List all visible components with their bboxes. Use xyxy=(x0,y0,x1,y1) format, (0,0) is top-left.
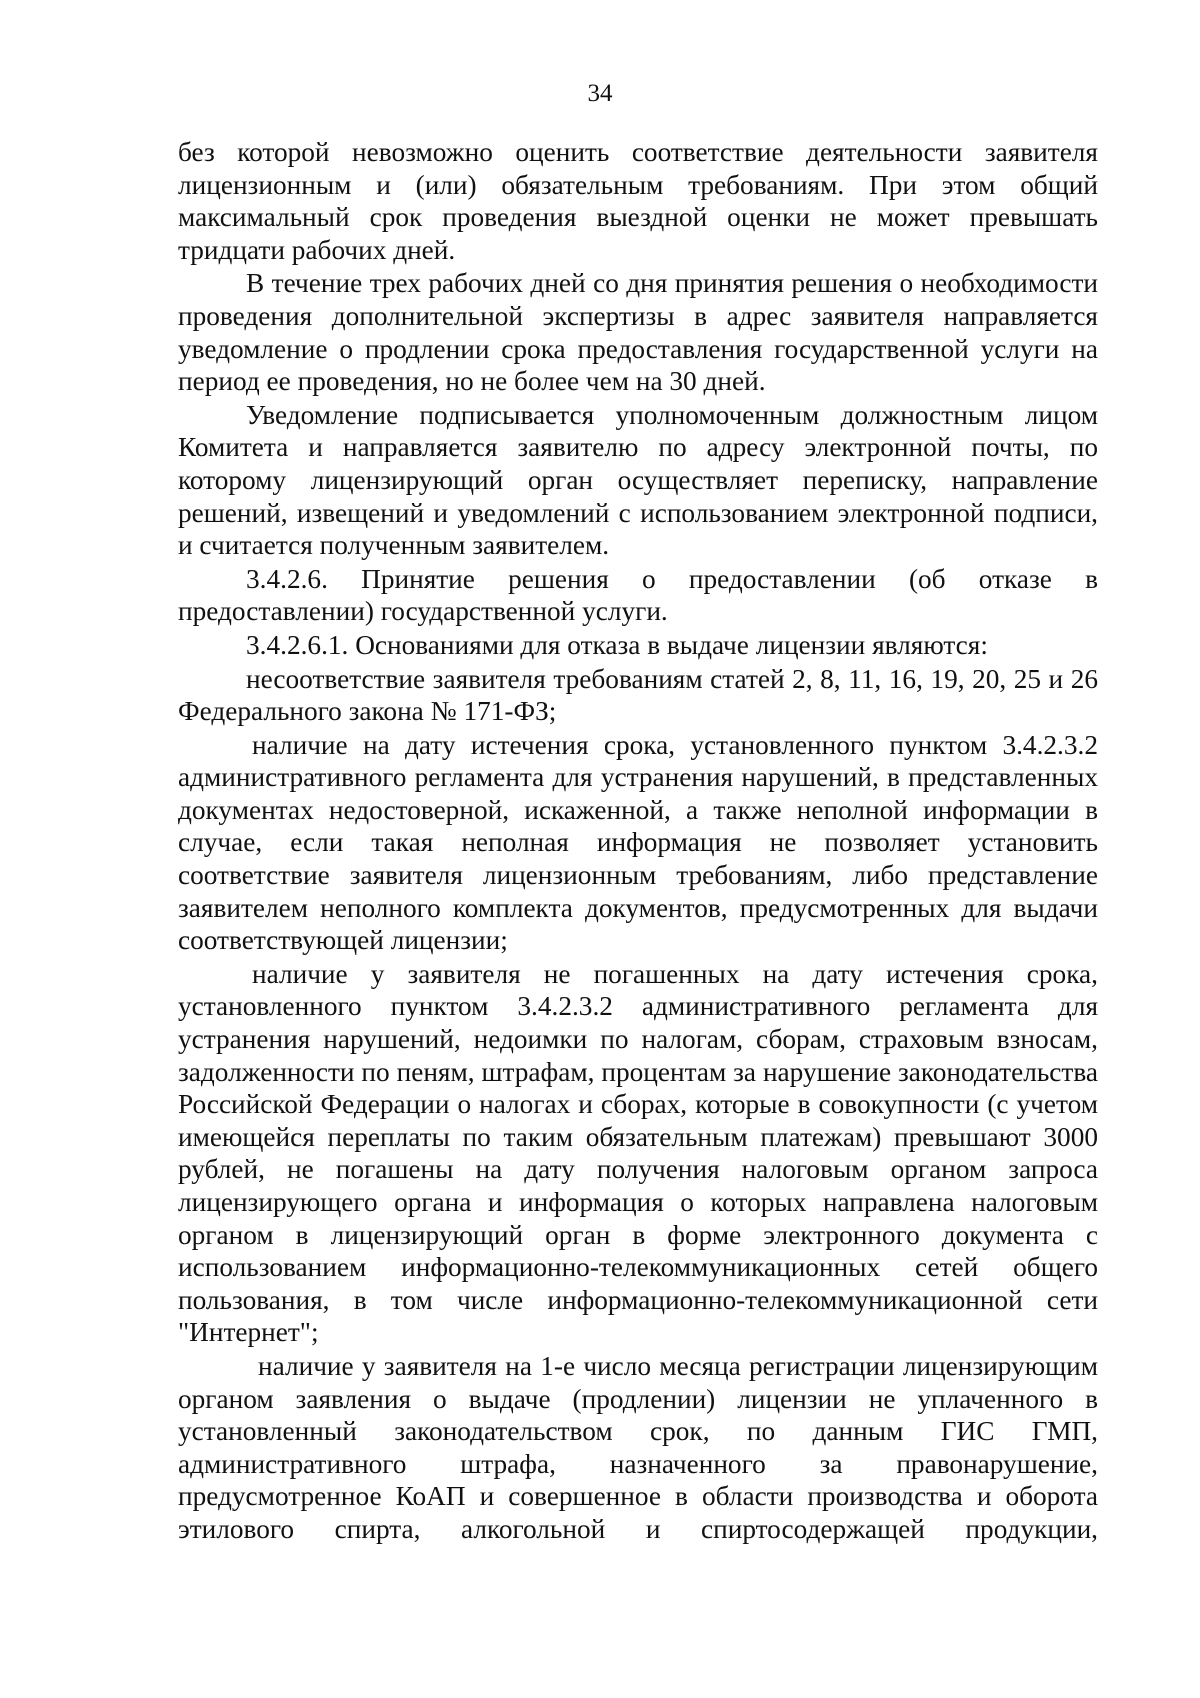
paragraph-notice-period: В течение трех рабочих дней со дня принятия решения о необходимости проведения дополнительной экспертизы в адрес заявителя направляется уведомление о продлении срока предоставления государственной услуги на период ее проведения, но не более чем на 30 дней. xyxy=(178,268,1098,397)
paragraph-ground-noncompliance: несоответствие заявителя требованиям статей 2, 8, 11, 16, 19, 20, 25 и 26 Федерального закона № 171-ФЗ; xyxy=(178,663,1098,727)
paragraph-section-3-4-2-6-1: 3.4.2.6.1. Основаниями для отказа в выдаче лицензии являются: xyxy=(246,629,988,660)
paragraph-ground-unpaid-fine: наличие у заявителя на 1-е число месяца регистрации лицензирующим органом заявления о выдаче (продлении) лицензии не уплаченного в установленный законодательством срок, по данным ГИС ГМП, административного штрафа, назначенного за правонарушение, предусмотренное КоАП и совершенное в области производства и оборота этилового спирта, алкогольной и спиртосодержащей продукции, xyxy=(178,1350,1098,1544)
paragraph-section-3-4-2-6: 3.4.2.6. Принятие решения о предоставлении (об отказе в предоставлении) государственной услуги. xyxy=(178,563,1098,627)
paragraph-ground-tax-debt: наличие у заявителя не погашенных на дату истечения срока, установленного пунктом 3.4.2.3.2 административного регламента для устранения нарушений, недоимки по налогам, сборам, страховым взносам, задолженности по пеням, штрафам, процентам за нарушение законодательства Российской Федерации о налогах и сборах, которые в совокупности (с учетом имеющейся переплаты по таким обязательным платежам) превышают 3000 рублей, не погашены на дату получения налоговым органом запроса лицензирующего органа и информация о которых направлена налоговым органом в лицензирующий орган в форме электронного документа с использованием информационно-телекоммуникационных сетей общего пользования, в том числе информационно-телекоммуникационной сети "Интернет"; xyxy=(178,958,1098,1348)
paragraph-continuation: без которой невозможно оценить соответствие деятельности заявителя лицензионным и (или) обязательным требованиям. При этом общий максимальный срок проведения выездной оценки не может превышать тридцати рабочих дней. xyxy=(178,137,1098,265)
document-body xyxy=(178,136,1098,1546)
page-number: 34 xyxy=(587,80,613,107)
paragraph-ground-incomplete-info: наличие на дату истечения срока, установленного пунктом 3.4.2.3.2 административного регламента для устранения нарушений, в представленных документах недостоверной, искаженной, а также неполной информации в случае, если такая неполная информация не позволяет установить соответствие заявителя лицензионным требованиям, либо представление заявителем неполного комплекта документов, предусмотренных для выдачи соответствующей лицензии; xyxy=(178,729,1098,956)
paragraph-notice-signature: Уведомление подписывается уполномоченным должностным лицом Комитета и направляется заявителю по адресу электронной почты, по которому лицензирующий орган осуществляет переписку, направление решений, извещений и уведомлений с использованием электронной подписи, и считается полученным заявителем. xyxy=(178,399,1098,561)
